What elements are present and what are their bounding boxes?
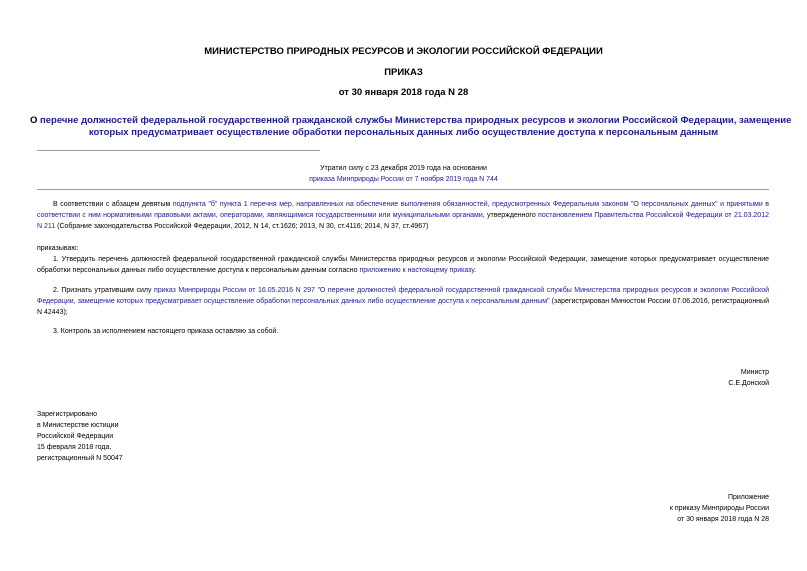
preamble-link2[interactable]: постановлением Правительства Российской Федерации от 21.03.2012 N 211 <box>37 212 769 230</box>
signature-block <box>728 367 769 389</box>
preamble-text1: В соответствии с абзацем девятым <box>53 201 173 208</box>
appendix-line3: от 30 января 2018 года N 28 <box>677 516 769 523</box>
expired-link[interactable]: приказа Минприроды России от 7 ноября 2019 года N 744 <box>309 176 498 183</box>
registration-line3: Российской Федерации <box>37 433 114 440</box>
appendix-line1: Приложение <box>727 494 769 501</box>
expired-status <box>0 163 807 185</box>
registration-line5: регистрационный N 50047 <box>37 455 123 462</box>
order-heading: ПРИКАЗ <box>384 67 423 78</box>
document-title <box>30 115 792 139</box>
registration-line1: Зарегистрировано <box>37 411 97 418</box>
registration-block <box>37 409 123 464</box>
order-item-1 <box>37 254 769 276</box>
title-prefix: О <box>30 115 41 126</box>
preamble-link1[interactable]: подпункта "б" пункта 1 перечня мер, направленных на обеспечение выполнения обязанностей, предусмотренных Федеральным законом "О персональных данных" и принятыми в соответствии с ним нормативными правовыми актами, операторами, являющимися государственными или муниципальными органами <box>37 201 769 219</box>
item1-end: . <box>474 267 477 274</box>
status-divider <box>37 189 769 190</box>
signature-name: С.Е.Донской <box>728 380 769 387</box>
registration-line4: 15 февраля 2018 года, <box>37 444 112 451</box>
title-link-line2[interactable]: которых предусматривает осуществление обработки персональных данных либо осуществление доступа к персональным данным <box>88 127 719 138</box>
appendix-block <box>670 492 769 525</box>
registration-line2: в Министерстве юстиции <box>37 422 119 429</box>
title-divider <box>37 150 320 151</box>
item2-link[interactable]: приказ Минприроды России от 16.05.2016 N 297 "О перечне должностей федеральной государственной гражданской службы Министерства природных ресурсов и экологии Российской Федерации, замещение которых предусматривает осуществление обработки персональных данных либо осуществление доступа к персональным данным" <box>37 287 769 305</box>
item1-text: 1. Утвердить перечень должностей федеральной государственной гражданской службы Министерства природных ресурсов и экологии Российской Федерации, замещение которых предусматривает осуществление обработки персональных данных либо осуществление доступа к персональным данным согласно <box>37 256 769 274</box>
preamble-text3: (Собрание законодательства Российской Федерации, 2012, N 14, ст.1626; 2013, N 30, ст.4116; 2014, N 37, ст.4967) <box>55 223 429 230</box>
order-date: от 30 января 2018 года N 28 <box>338 87 469 98</box>
item2-end: (зарегистрирован Минюстом России 07.06.2016, регистрационный N 42443); <box>37 298 769 316</box>
ministry-heading: МИНИСТЕРСТВО ПРИРОДНЫХ РЕСУРСОВ И ЭКОЛОГИИ РОССИЙСКОЙ ФЕДЕРАЦИИ <box>204 46 603 57</box>
order-intro: приказываю: <box>37 245 79 252</box>
preamble-text2: , утвержденного <box>482 212 539 219</box>
preamble-paragraph <box>37 199 769 232</box>
title-link-line1[interactable]: перечне должностей федеральной государственной гражданской службы Министерства природных ресурсов и экологии Российской Федерации, замещение <box>40 115 792 126</box>
expired-text: Утратил силу с 23 декабря 2019 года на основании <box>320 165 487 172</box>
order-item-3: 3. Контроль за исполнением настоящего приказа оставляю за собой. <box>53 328 279 335</box>
appendix-line2: к приказу Минприроды России <box>669 505 769 512</box>
item1-link[interactable]: приложению к настоящему приказу <box>359 267 475 274</box>
item2-text: 2. Признать утратившим силу <box>53 287 155 294</box>
signature-position: Министр <box>740 369 769 376</box>
order-item-2 <box>37 285 769 318</box>
